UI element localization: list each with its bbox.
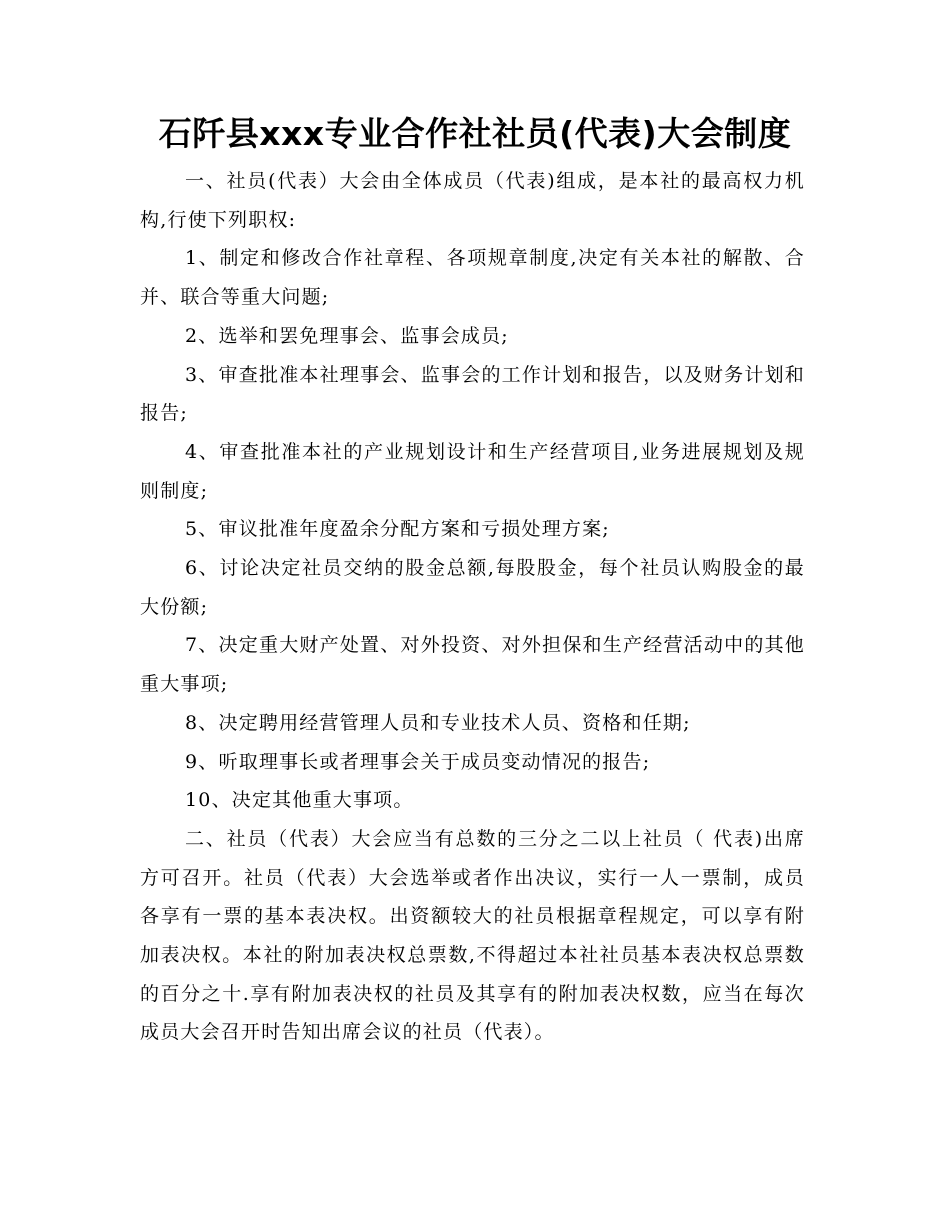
document-body — [140, 162, 805, 1052]
paragraph-item-5: 5、审议批准年度盈余分配方案和亏损处理方案; — [185, 518, 610, 541]
paragraph-item-1: 1、制定和修改合作社章程、各项规章制度,决定有关本社的解散、合并、联合等重大问题; — [140, 247, 805, 309]
paragraph-section-2: 二、社员（代表）大会应当有总数的三分之二以上社员（ 代表)出席方可召开。社员（代表）大会选举或者作出决议，实行一人一票制，成员各享有一票的基本表决权。出资额较大的社员根据章程规定，可以享有附加表决权。本社的附加表决权总票数,不得超过本社社员基本表决权总票数的百分之十.享有附加表决权的社员及其享有的附加表决权数，应当在每次成员大会召开时告知出席会议的社员（代表）。 — [140, 827, 805, 1044]
paragraph-item-10: 10、决定其他重大事项。 — [185, 789, 414, 812]
paragraph-item-2: 2、选举和罢免理事会、监事会成员; — [185, 324, 509, 347]
paragraph-item-9: 9、听取理事长或者理事会关于成员变动情况的报告; — [185, 750, 651, 773]
paragraph-intro: 一、社员(代表）大会由全体成员（代表)组成，是本社的最高权力机构,行使下列职权: — [140, 170, 805, 231]
paragraph-item-8: 8、决定聘用经营管理人员和专业技术人员、资格和任期; — [185, 711, 691, 734]
paragraph-item-4: 4、审查批准本社的产业规划设计和生产经营项目,业务进展规划及规则制度; — [140, 440, 805, 502]
paragraph-item-7: 7、决定重大财产处置、对外投资、对外担保和生产经营活动中的其他重大事项; — [140, 634, 805, 696]
paragraph-item-3: 3、审查批准本社理事会、监事会的工作计划和报告，以及财务计划和报告; — [140, 363, 805, 425]
document-title: 石阡县xxx专业合作社社员(代表)大会制度 — [158, 114, 792, 153]
paragraph-item-6: 6、讨论决定社员交纳的股金总额,每股股金，每个社员认购股金的最大份额; — [140, 557, 805, 618]
